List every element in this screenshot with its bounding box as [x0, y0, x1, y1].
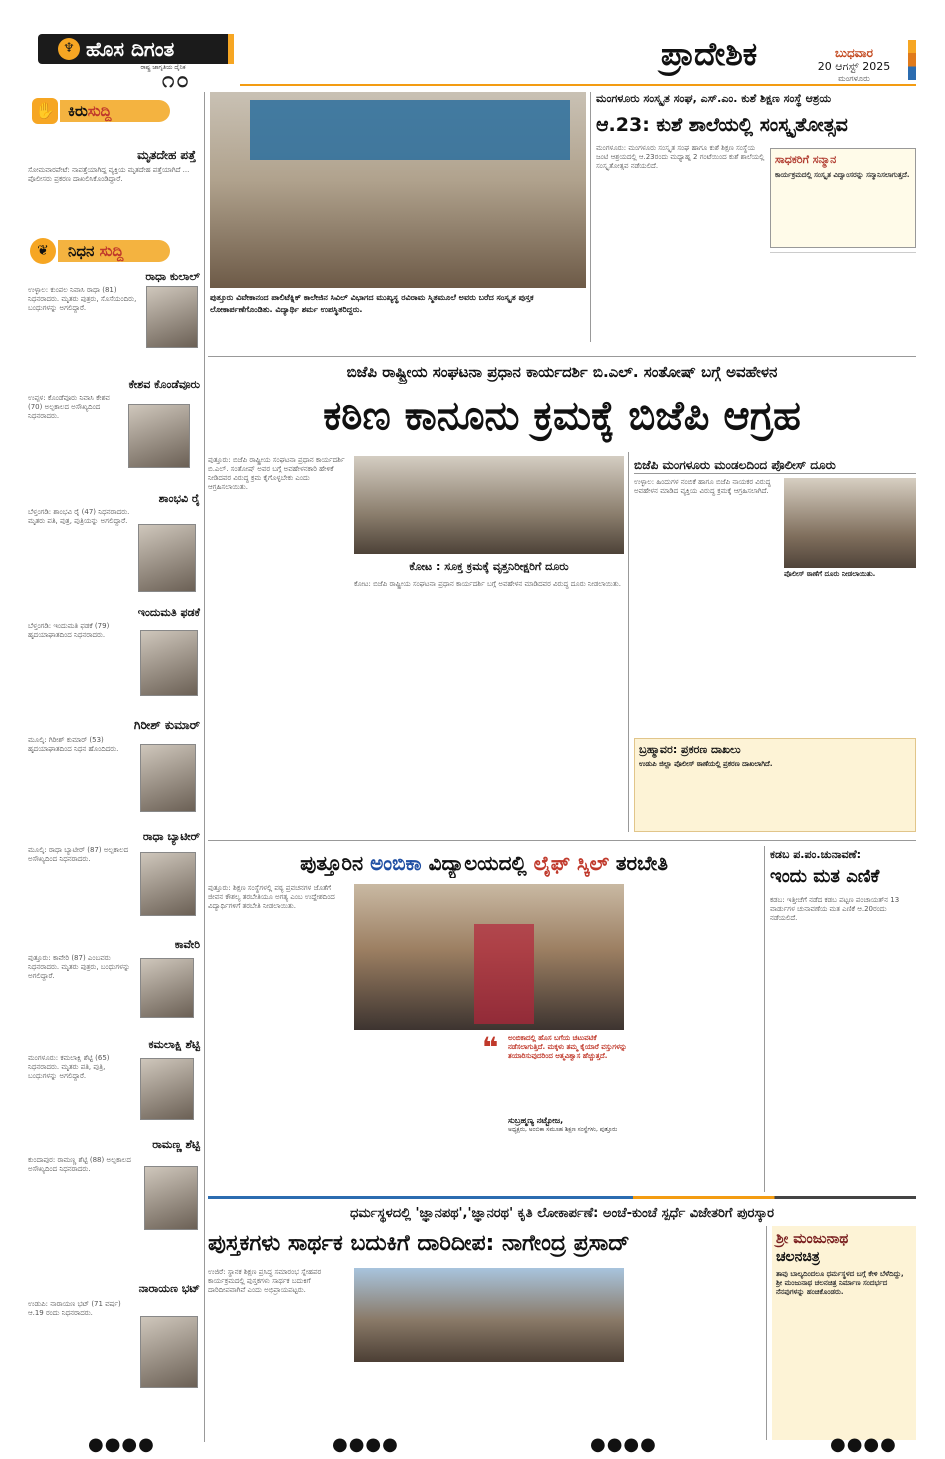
lamp-icon: ♆ — [58, 38, 80, 60]
kadaba-body: ಕಡಬ: ಇತ್ತೀಚೆಗೆ ನಡೆದ ಕಡಬ ಪಟ್ಟಣ ಪಂಚಾಯತ್‌ನ 13 ವಾರ್ಡುಗಳ ಚುನಾವಣೆಯ ಮತ ಎಣಿಕೆ ಆ.20ರಂದು ನಡೆಯಲಿದೆ. — [770, 896, 900, 922]
obituary-name: ಕಾವೇರಿ — [174, 938, 200, 951]
nidhana-title-a: ನಿಧನ — [68, 242, 95, 260]
section-rule — [208, 356, 916, 357]
obituary-item — [28, 830, 200, 934]
obituary-photo — [138, 524, 196, 592]
obituary-name: ರಾಮಣ್ಣ ಶೆಟ್ಟಿ — [152, 1138, 200, 1151]
film-box — [772, 1226, 916, 1440]
obituary-item — [28, 1138, 200, 1278]
bjp-kicker: ಬಿಜೆಪಿ ರಾಷ್ಟ್ರೀಯ ಸಂಘಟನಾ ಪ್ರಧಾನ ಕಾರ್ಯದರ್ಶಿ ಬಿ.ಎಲ್. ಸಂತೋಷ್ ಬಗ್ಗೆ ಅವಹೇಳನ — [346, 363, 778, 381]
page-number: ೧೦ — [162, 68, 191, 93]
ambika-headline-a: ಪುತ್ತೂರಿನ — [300, 851, 371, 875]
sanskrit-kicker: ಮಂಗಳೂರು ಸಂಸ್ಕೃತ ಸಂಘ, ಎಸ್.ಎಂ. ಕುಶೆ ಶಿಕ್ಷಣ ಸಂಸ್ಥೆ ಆಶ್ರಯ — [596, 92, 832, 105]
section-title: ಪ್ರಾದೇಶಿಕ — [660, 35, 758, 73]
ambika-headline — [208, 848, 760, 878]
mandal-body-cont — [784, 596, 916, 642]
sanskrit-body-cont — [770, 252, 916, 340]
left-column — [28, 92, 200, 1442]
obituary-text: ಉಳ್ಳಾಲ: ಕುಂಪಲ ನಿವಾಸಿ ರಾಧಾ (81) ನಿಧನರಾದರು. ಮೃತರು ಪುತ್ರರು, ಸೊಸೆಯಂದಿರು, ಬಂಧುಗಳನ್ನು ಅಗಲಿದ್ದಾರೆ. — [28, 286, 137, 312]
sanskrit-box-title: ಸಾಧಕರಿಗೆ ಸನ್ಮಾನ — [775, 153, 837, 166]
obituary-text: ಬೆಳ್ತಂಗಡಿ: ಇಂದುಮತಿ ಫಡಕೆ (79) ಹೃದಯಾಘಾತದಿಂದ ನಿಧನರಾದರು. — [28, 622, 110, 639]
obituary-photo — [140, 958, 194, 1018]
bjp-photo — [354, 456, 624, 554]
kiru-title — [68, 100, 178, 122]
dharmasthala-body-cont — [354, 1366, 624, 1440]
dharmasthala-body-right — [630, 1268, 762, 1440]
bjp-body: ಪುತ್ತೂರು: ಬಿಜೆಪಿ ರಾಷ್ಟ್ರೀಯ ಸಂಘಟನಾ ಪ್ರಧಾನ ಕಾರ್ಯದರ್ಶಿ ಬಿ.ಎಲ್. ಸಂತೋಷ್ ಅವರ ಬಗ್ಗೆ ಅವಹೇಳನಕಾರಿ ಹೇಳಿಕೆ ನೀಡಿದವರ ವಿರುದ್ಧ ಕ್ರಮ ಕೈಗೊಳ್ಳಬೇಕು ಎಂದು ಆಗ್ರಹಿಸಲಾಯಿತು. — [208, 456, 345, 491]
ambika-body-right-lower — [644, 1034, 760, 1190]
ambika-photo — [354, 884, 624, 1030]
obituary-photo — [140, 852, 196, 916]
brahmavar-title: ಬ್ರಹ್ಮಾವರ: ಪ್ರಕರಣ ದಾಖಲು — [639, 743, 741, 756]
logo-tagline: ರಾಷ್ಟ್ರ ಜಾಗೃತಿಯ ದೈನಿಕ — [140, 64, 186, 71]
ambika-headline-b: ಅಂಬಿಕಾ — [370, 851, 422, 875]
obituary-name: ಗಿರೀಶ್ ಕುಮಾರ್ — [133, 718, 200, 732]
dharmasthala-kicker: ಧರ್ಮಸ್ಥಳದಲ್ಲಿ 'ಜ್ಞಾನಪಥ','ಜ್ಞಾನರಥ' ಕೃತಿ ಲೋಕಾರ್ಪಣೆ: ಅಂಚೆ-ಕುಂಚೆ ಸ್ಪರ್ಧೆ ವಿಜೇತರಿಗೆ ಪುರಸ್ಕಾರ — [349, 1206, 775, 1221]
kiru-item-title: ಮೃತದೇಹ ಪತ್ತೆ — [137, 148, 196, 162]
color-rule — [208, 1196, 916, 1199]
obituary-text: ಪುತ್ತೂರು: ಕಾವೇರಿ (87) ಎಂಬವರು ನಿಧನರಾದರು. ಮೃತರು ಪುತ್ರರು, ಬಂಧುಗಳನ್ನು ಅಗಲಿದ್ದಾರೆ. — [28, 954, 131, 980]
date-block — [800, 46, 908, 86]
dharmasthala-headline: ಪುಸ್ತಕಗಳು ಸಾರ್ಥಕ ಬದುಕಿಗೆ ದಾರಿದೀಪ: ನಾಗೇಂದ್ರ ಪ್ರಸಾದ್ — [208, 1231, 630, 1256]
mandal-body-lower — [634, 646, 916, 734]
mandal-body: ಉಳ್ಳಾಲ: ಹಿಂದುಗಳ ನಂಬಿಕೆ ಹಾಗೂ ಬಿಜೆಪಿ ನಾಯಕರ ವಿರುದ್ಧ ಅವಹೇಳನ ಮಾಡಿದ ವ್ಯಕ್ತಿಯ ವಿರುದ್ಧ ಕ್ರಮಕ್ಕೆ ಆಗ್ರಹಿಸಲಾಗಿದೆ. — [634, 478, 771, 495]
kiru-item-body: ಸೋಮವಾರಪೇಟೆ: ನಾಪತ್ತೆಯಾಗಿದ್ದ ವ್ಯಕ್ತಿಯ ಮೃತದೇಹ ಪತ್ತೆಯಾಗಿದೆ ... ಪೊಲೀಸರು ಪ್ರಕರಣ ದಾಖಲಿಸಿಕೊಂಡಿದ್ದಾರೆ. — [28, 166, 190, 183]
event-photo — [210, 92, 586, 288]
obituary-item — [28, 378, 200, 488]
column-divider — [590, 92, 591, 342]
sanskrit-headline: ಆ.23: ಕುಶೆ ಶಾಲೆಯಲ್ಲಿ ಸಂಸ್ಕೃತೋತ್ಸವ — [596, 114, 848, 136]
obituary-photo — [146, 286, 198, 348]
mandal-headline: ಬಿಜೆಪಿ ಮಂಗಳೂರು ಮಂಡಲದಿಂದ ಪೊಲೀಸ್ ದೂರು — [634, 456, 916, 474]
column-divider — [764, 846, 765, 1192]
ambika-body: ಪುತ್ತೂರು: ಶಿಕ್ಷಣ ಸಂಸ್ಥೆಗಳಲ್ಲಿ ಪಠ್ಯ ಪ್ರವಚನಗಳ ಜೊತೆಗೆ ಜೀವನ ಕೌಶಲ್ಯ ತರಬೇತಿಯೂ ಅಗತ್ಯ ಎಂಬ ಉದ್ದೇಶದಿಂದ ವಿದ್ಯಾರ್ಥಿಗಳಿಗೆ ತರಬೇತಿ ನೀಡಲಾಯಿತು. — [208, 884, 335, 910]
weekday: ಬುಧವಾರ — [835, 46, 873, 60]
page-end-dots: ●●●● — [590, 1434, 657, 1455]
obituary-name: ರಾಧಾ ಕುಲಾಲ್ — [145, 270, 200, 283]
masthead-stripe — [908, 40, 916, 80]
obituary-text: ಬೆಳ್ತಂಗಡಿ: ಶಾಂಭವಿ ರೈ (47) ನಿಧನರಾದರು. ಮೃತರು ಪತಿ, ಪುತ್ರ, ಪುತ್ರಿಯನ್ನು ಅಗಲಿದ್ದಾರೆ. — [28, 508, 130, 525]
sanskrit-box-body: ಕಾರ್ಯಕ್ರಮದಲ್ಲಿ ಸಂಸ್ಕೃತ ವಿದ್ವಾಂಸರನ್ನು ಸನ್ಮಾನಿಸಲಾಗುತ್ತದೆ. — [775, 171, 910, 179]
obituary-item — [28, 1282, 200, 1430]
page-end-dots: ●●●● — [332, 1434, 399, 1455]
film-title-b: ಚಲನಚಿತ್ರ — [776, 1249, 820, 1265]
obituary-text: ಮಂಗಳೂರು: ಕಮಲಾಕ್ಷಿ ಶೆಟ್ಟಿ (65) ನಿಧನರಾದರು. ಮೃತರು ಪತಿ, ಪುತ್ರಿ, ಬಂಧುಗಳನ್ನು ಅಗಲಿದ್ದಾರೆ. — [28, 1054, 110, 1080]
film-body: ತಾವು ಬಾಲ್ಯದಿಂದಲೂ ಧರ್ಮಸ್ಥಳದ ಬಗ್ಗೆ ಕೇಳಿ ಬೆಳೆದಿದ್ದು, ಶ್ರೀ ಮಂಜುನಾಥ ಚಲನಚಿತ್ರ ನಿರ್ಮಾಣ ಸಂದರ್ಭದ ನೆನಪುಗಳನ್ನು ಹಂಚಿಕೊಂಡರು. — [776, 1270, 904, 1296]
bjp-headline: ಕಠಿಣ ಕಾನೂನು ಕ್ರಮಕ್ಕೆ ಬಿಜೆಪಿ ಆಗ್ರಹ — [323, 393, 801, 439]
sanskrit-body: ಮಂಗಳೂರು: ಮಂಗಳೂರು ಸಂಸ್ಕೃತ ಸಂಘ ಹಾಗೂ ಕುಶೆ ಶಿಕ್ಷಣ ಸಂಸ್ಥೆಯ ಜಂಟಿ ಆಶ್ರಯದಲ್ಲಿ ಆ.23ರಂದು ಮಧ್ಯಾಹ್ನ 2 ಗಂಟೆಯಿಂದ ಕುಶೆ ಶಾಲೆಯಲ್ಲಿ ಸಂಸ್ಕೃತೋತ್ಸವ ನಡೆಯಲಿದೆ. — [596, 144, 765, 170]
student-uniform — [474, 924, 534, 1024]
kiru-header — [28, 94, 200, 128]
column-divider — [628, 452, 629, 832]
nidhana-title-b: ಸುದ್ದಿ — [99, 242, 124, 260]
masthead-rule — [240, 84, 916, 86]
ambika-quote-box — [480, 1031, 638, 1146]
event-photo-caption: ಪುತ್ತೂರು ವಿವೇಕಾನಂದ ಪಾಲಿಟೆಕ್ನಿಕ್ ಕಾಲೇಜಿನ ಸಿವಿಲ್ ವಿಭಾಗದ ಮುಖ್ಯಸ್ಥ ರವಿರಾಮ ಸ್ಮಿತಮೂಲೆ ಅವರು ಬರೆದ ಸಂಸ್ಕೃತ ಪುಸ್ತಕ ಲೋಕಾರ್ಪಣೆಗೊಂಡಿತು. ವಿದ್ಯಾರ್ಥಿ ಶರ್ಮ ಉಪಸ್ಥಿತರಿದ್ದರು. — [210, 293, 534, 314]
mandal-caption: ಪೊಲೀಸ್ ಠಾಣೆಗೆ ದೂರು ನೀಡಲಾಯಿತು. — [784, 570, 876, 578]
obituary-photo — [128, 404, 190, 468]
obituary-name: ಕೇಶವ ಕೊಂಡೆವೂರು — [128, 378, 200, 391]
obituary-name: ರಾಧಾ ಬ್ಯಾಟೀರ್ — [142, 830, 200, 843]
brahmavar-box — [634, 738, 916, 832]
obituary-text: ಮೂಲ್ಕಿ: ರಾಧಾ ಬ್ಯಾಟೀರ್ (87) ಅಲ್ಪಕಾಲದ ಅಸೌಖ್ಯದಿಂದ ನಿಧನರಾದರು. — [28, 846, 129, 863]
dharmasthala-photo — [354, 1268, 624, 1362]
obituary-photo — [144, 1166, 198, 1230]
masthead — [0, 0, 945, 93]
banner-in-photo — [250, 100, 570, 160]
ambika-body-right — [630, 884, 760, 1024]
ambika-quote: ಅಂಬಿಕಾದಲ್ಲಿ ಹೊಸ ಬಗೆಯ ಚಟುವಟಿಕೆ ನಡೆಸಲಾಗುತ್ತಿದೆ. ಮಕ್ಕಳು ತಮ್ಮ ಕೈಯಾರೆ ವಸ್ತುಗಳನ್ನು ತಯಾರಿಸುವುದರಿಂದ ಆತ್ಮವಿಶ್ವಾಸ ಹೆಚ್ಚುತ್ತದೆ. — [508, 1034, 627, 1060]
obituary-name: ಕಮಲಾಕ್ಷಿ ಶೆಟ್ಟಿ — [148, 1038, 200, 1051]
obituary-item — [28, 606, 200, 714]
megaphone-icon: ✋ — [32, 98, 58, 124]
city: ಮಂಗಳೂರು — [838, 74, 870, 83]
obituary-item — [28, 492, 200, 602]
kota-body: ಕೋಟ: ಬಿಜೆಪಿ ರಾಷ್ಟ್ರೀಯ ಸಂಘಟನಾ ಪ್ರಧಾನ ಕಾರ್ಯದರ್ಶಿ ಬಗ್ಗೆ ಅವಹೇಳನ ಮಾಡಿದವರ ವಿರುದ್ಧ ದೂರು ನೀಡಲಾಯಿತು. — [354, 580, 621, 588]
obituary-text: ಉಡುಪಿ: ನಾರಾಯಣ ಭಟ್ (71 ವರ್ಷ) ಆ.19 ರಂದು ನಿಧನರಾದರು. — [28, 1300, 121, 1317]
page-end-dots: ●●●● — [88, 1434, 155, 1455]
ambika-quote-role: ಅಧ್ಯಕ್ಷರು, ಅಂಬಿಕಾ ಸಮೂಹ ಶಿಕ್ಷಣ ಸಂಸ್ಥೆಗಳು, ಪುತ್ತೂರು — [508, 1126, 618, 1133]
obituary-photo — [140, 1316, 198, 1388]
ambika-headline-d: ಲೈಫ್ ಸ್ಕಿಲ್ — [533, 851, 609, 875]
obituary-item — [28, 270, 200, 378]
obituary-name: ಶಾಂಭವಿ ರೈ — [158, 492, 200, 505]
dharmasthala-body: ಉಜಿರೆ: ಸ್ಥಾನಕ ಶಿಕ್ಷಣ ಪ್ರಸಿದ್ಧ ಸಮಾರಂಭ ಸ್ನೇಹಪರ ಕಾರ್ಯಕ್ರಮದಲ್ಲಿ ಪುಸ್ತಕಗಳು ಸಾರ್ಥಕ ಬದುಕಿಗೆ ದಾರಿದೀಪವಾಗಿವೆ ಎಂದು ಅಭಿಪ್ರಾಯಪಟ್ಟರು. — [208, 1268, 322, 1294]
column-divider — [204, 92, 205, 1442]
page-end-dots: ●●●● — [830, 1434, 897, 1455]
section-rule — [208, 840, 916, 841]
ambika-quote-by: ಸುಬ್ರಹ್ಮಣ್ಯ ನಟ್ಟೋಜ, — [508, 1116, 564, 1125]
kota-subhead: ಕೋಟ : ಸೂಕ್ತ ಕ್ರಮಕ್ಕೆ ವೃತ್ತನಿರೀಕ್ಷರಿಗೆ ದೂರು — [354, 558, 624, 576]
obituary-photo — [140, 744, 196, 812]
obituary-photo — [140, 1058, 194, 1120]
sanskrit-box — [770, 148, 916, 248]
obituary-item — [28, 1038, 200, 1134]
ambika-headline-e: ತರಬೇತಿ — [608, 851, 668, 875]
kadaba-kicker: ಕಡಬ ಪ.ಪಂ.ಚುನಾವಣೆ: — [770, 848, 862, 861]
film-title-a: ಶ್ರೀ ಮಂಜುನಾಥ — [776, 1231, 849, 1247]
nidhana-header — [28, 236, 200, 266]
brahmavar-body: ಉಡುಪಿ ಜಿಲ್ಲಾ ಪೊಲೀಸ್ ಠಾಣೆಯಲ್ಲಿ ಪ್ರಕರಣ ದಾಖಲಾಗಿದೆ. — [639, 760, 773, 768]
quote-icon: ❝ — [482, 1031, 499, 1064]
kadaba-headline: ಇಂದು ಮತ ಎಣಿಕೆ — [770, 866, 880, 887]
obituary-item — [28, 938, 200, 1034]
obituary-text: ಕುಂದಾಪುರ: ರಾಮಣ್ಣ ಶೆಟ್ಟಿ (88) ಅಲ್ಪಕಾಲದ ಅಸೌಖ್ಯದಿಂದ ನಿಧನರಾದರು. — [28, 1156, 131, 1173]
obituary-item — [28, 718, 200, 826]
obituary-text: ಉಪ್ಪಳ: ಕೊಂಡೆವೂರು ನಿವಾಸಿ ಕೇಶವ (70) ಅಲ್ಪಕಾಲದ ಅಸೌಖ್ಯದಿಂದ ನಿಧನರಾದರು. — [28, 394, 110, 420]
column-divider — [766, 1226, 767, 1440]
kiru-title-b: ಸುದ್ದಿ — [87, 102, 112, 120]
logo-block — [38, 34, 234, 93]
logo-text: ಹೊಸ ದಿಗಂತ — [86, 37, 175, 61]
obituary-photo — [140, 630, 198, 696]
obituary-text: ಮೂಲ್ಕಿ: ಗಿರೀಶ್ ಕುಮಾರ್ (53) ಹೃದಯಾಘಾತದಿಂದ ನಿಧನ ಹೊಂದಿದರು. — [28, 736, 119, 753]
nidhana-title — [68, 240, 178, 262]
nidhana-icon: ❦ — [30, 238, 56, 264]
mandal-photo — [784, 478, 916, 568]
obituary-name: ಇಂದುಮತಿ ಫಡಕೆ — [137, 606, 200, 619]
date: 20 ಆಗಸ್ಟ್ 2025 — [817, 60, 891, 73]
ambika-headline-c: ವಿದ್ಯಾಲಯದಲ್ಲಿ — [421, 851, 534, 875]
obituary-name: ನಾರಾಯಣ ಭಟ್ — [138, 1282, 200, 1295]
kiru-title-a: ಕಿರು — [68, 102, 88, 120]
